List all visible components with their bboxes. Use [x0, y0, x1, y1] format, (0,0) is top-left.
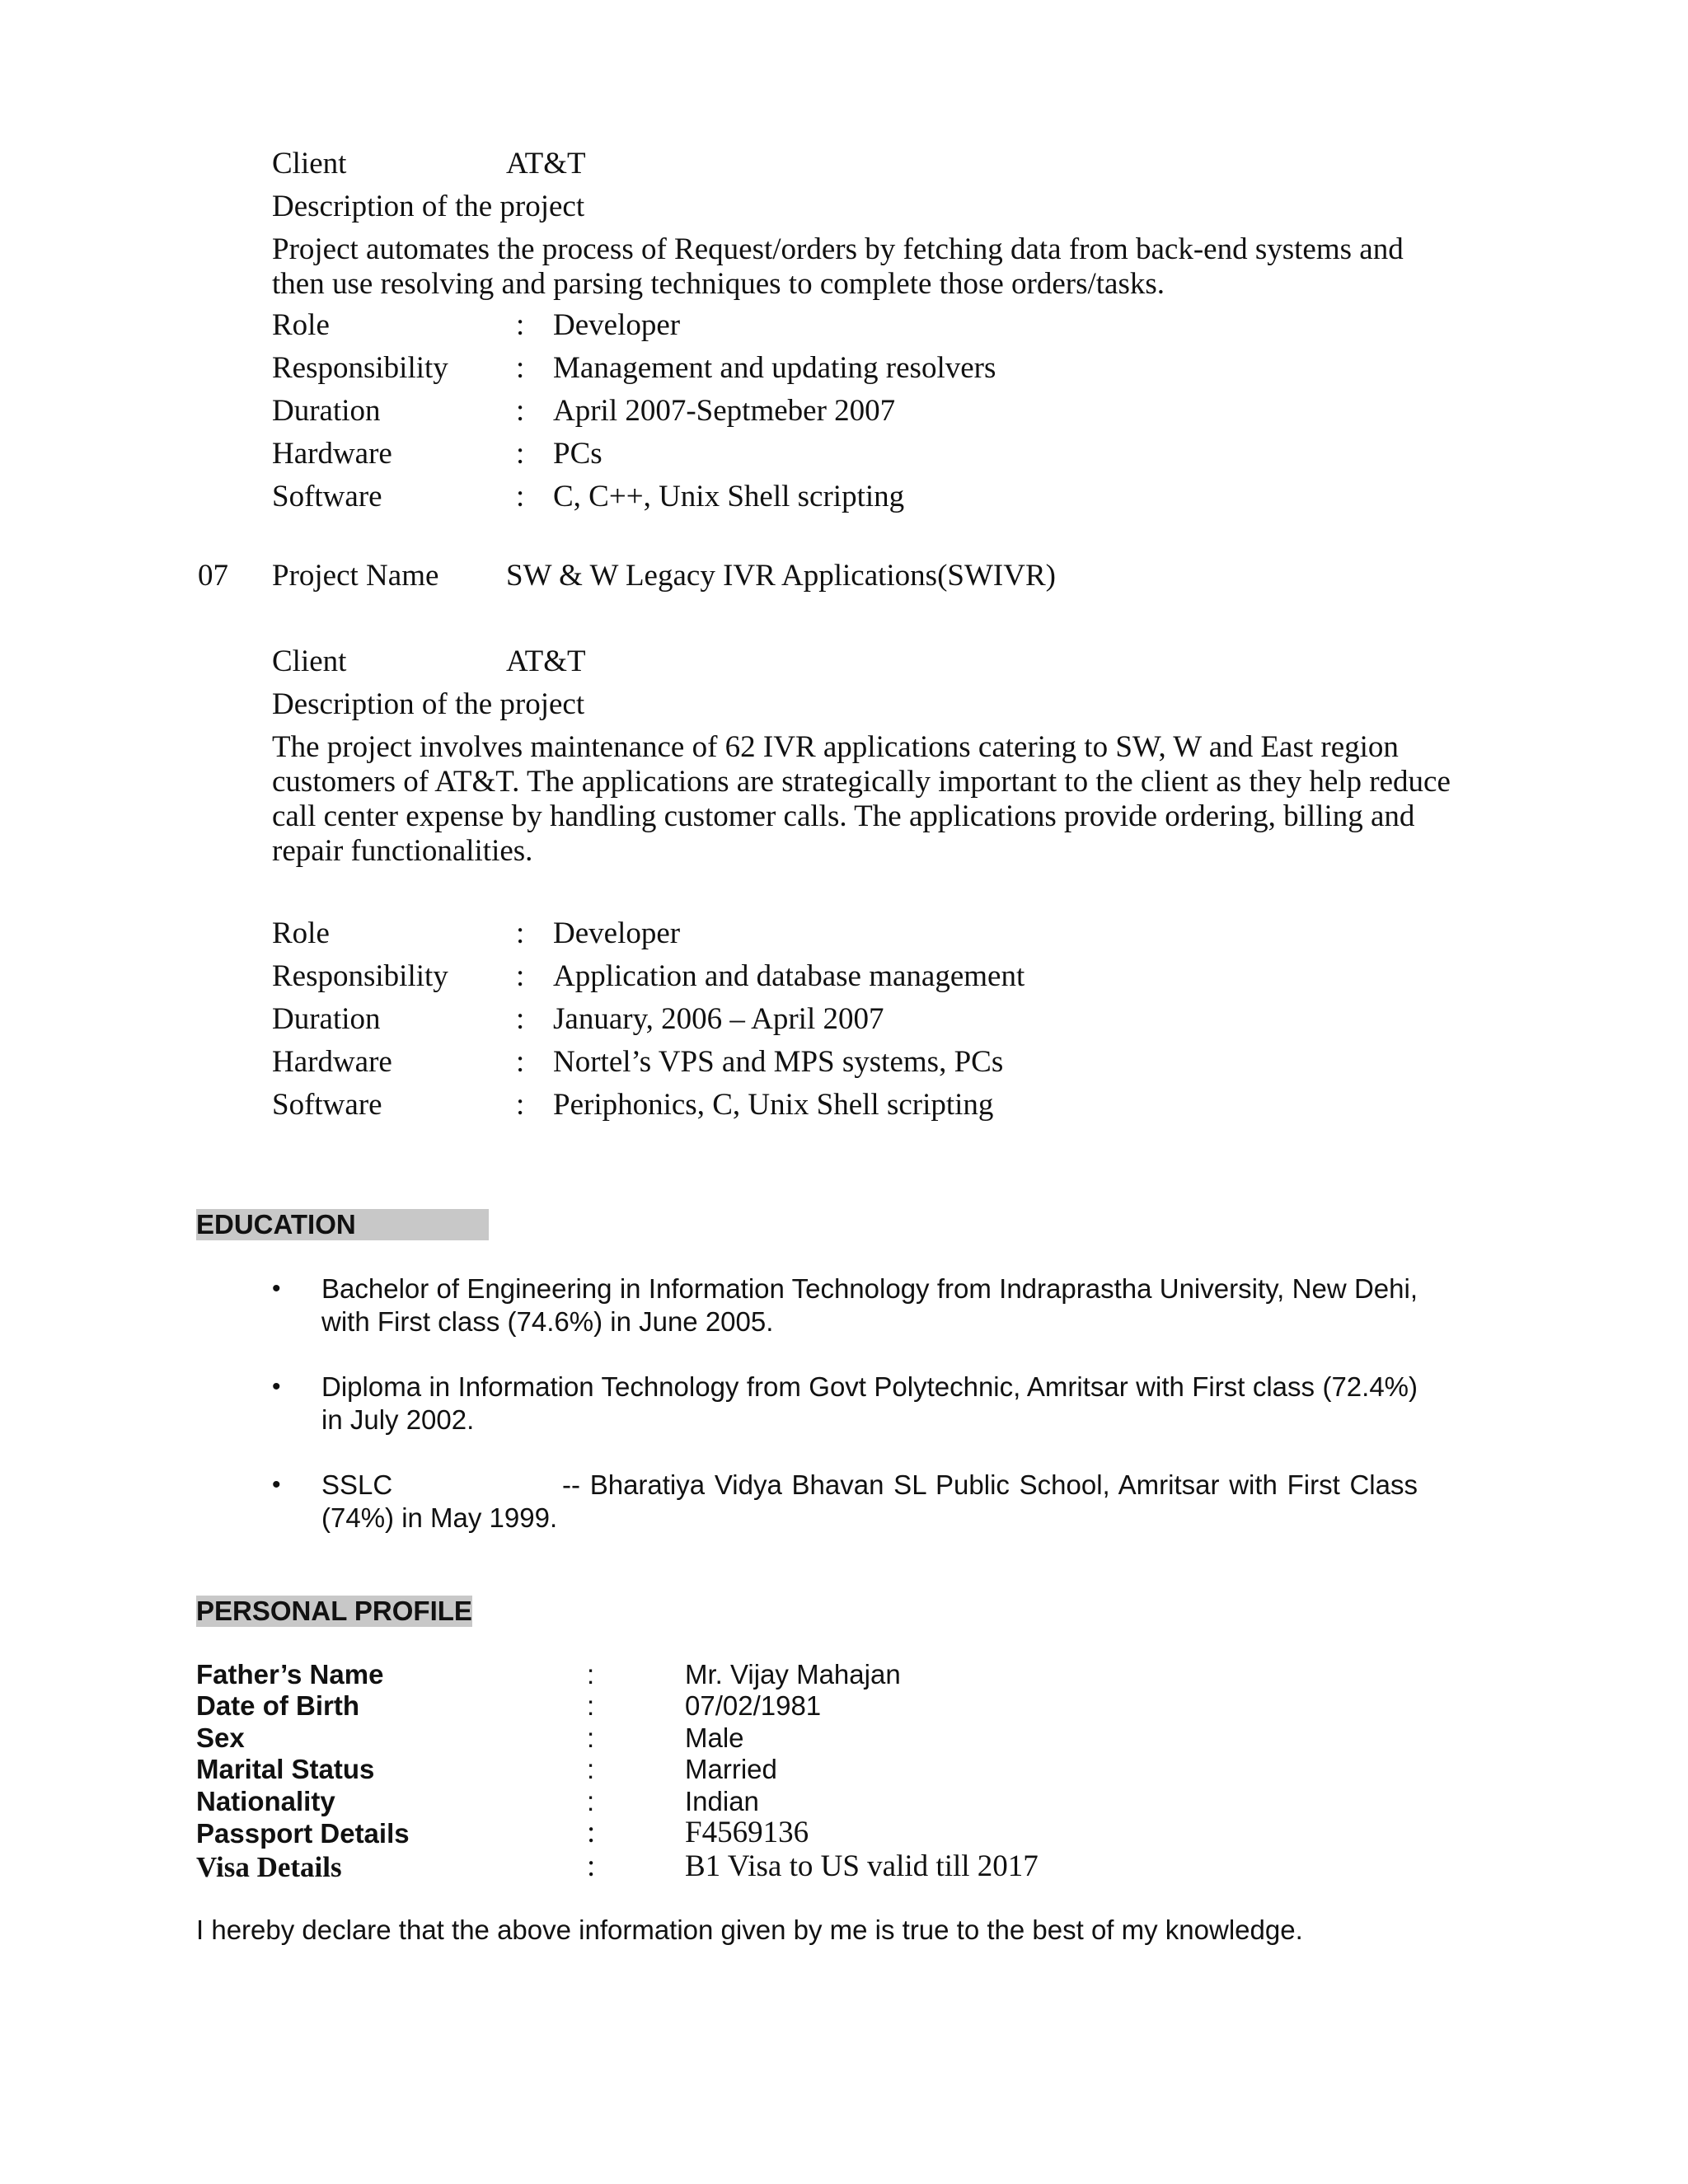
project6-responsibility-value: Management and updating resolvers	[553, 351, 996, 385]
project7-responsibility-label: Responsibility	[272, 959, 448, 993]
project7-hardware-value: Nortel’s VPS and MPS systems, PCs	[553, 1045, 1004, 1079]
project6-hardware-value: PCs	[553, 437, 603, 471]
project6-hardware-label: Hardware	[272, 437, 392, 471]
project7-name-value: SW & W Legacy IVR Applications(SWIVR)	[506, 559, 1056, 593]
personal-nationality-sep: :	[587, 1786, 595, 1816]
project6-responsibility-label: Responsibility	[272, 351, 448, 385]
education-item-degree: Bachelor of Engineering in Information Technology from Indraprastha University, New Dehi, with First class (74.6%) in June 2005.	[321, 1273, 1418, 1337]
project6-role-label: Role	[272, 308, 330, 342]
project6-software-value: C, C++, Unix Shell scripting	[553, 480, 905, 513]
project6-role-value: Developer	[553, 308, 681, 342]
project7-role-label: Role	[272, 916, 330, 950]
project7-role-value: Developer	[553, 916, 681, 950]
project7-client-label: Client	[272, 644, 347, 678]
project6-responsibility-sep: :	[516, 351, 525, 385]
personal-passport-sep: :	[587, 1816, 596, 1849]
personal-marital-status-sep: :	[587, 1754, 595, 1784]
project7-role-sep: :	[516, 916, 525, 950]
personal-visa-label: Visa Details	[196, 1851, 342, 1883]
project7-responsibility-value: Application and database management	[553, 959, 1025, 993]
project6-duration-value: April 2007-Septmeber 2007	[553, 394, 896, 428]
project6-duration-sep: :	[516, 394, 525, 428]
project6-software-label: Software	[272, 480, 382, 513]
project7-client-value: AT&T	[506, 644, 586, 678]
project6-client-value: AT&T	[506, 147, 586, 180]
project6-client-label: Client	[272, 147, 347, 180]
project7-name-label: Project Name	[272, 559, 439, 593]
education-item-diploma: Diploma in Information Technology from Govt Polytechnic, Amritsar with First class (72.4%) in July 2002.	[321, 1371, 1418, 1435]
education-heading: EDUCATION	[196, 1209, 356, 1240]
personal-sex-value: Male	[685, 1722, 744, 1753]
project7-number: 07	[198, 559, 228, 593]
education-bullet: •	[272, 1373, 281, 1400]
project6-description-label: Description of the project	[272, 190, 585, 223]
project6-role-sep: :	[516, 308, 525, 342]
personal-nationality-value: Indian	[685, 1786, 759, 1816]
project7-responsibility-sep: :	[516, 959, 525, 993]
education-item-sslc-label: SSLC	[321, 1469, 393, 1500]
declaration-text: I hereby declare that the above information given by me is true to the best of my knowledge.	[196, 1915, 1303, 1945]
project7-duration-value: January, 2006 – April 2007	[553, 1002, 884, 1036]
project7-description: The project involves maintenance of 62 IVR applications catering to SW, W and East region customers of AT&T. The applications are strategically important to the client as they help reduce call center expense by handling customer calls. The applications provide ordering, billing and repair functionalities.	[272, 730, 1451, 868]
personal-marital-status-label: Marital Status	[196, 1754, 375, 1784]
personal-fathers-name-label: Father’s Name	[196, 1659, 384, 1690]
personal-fathers-name-value: Mr. Vijay Mahajan	[685, 1659, 901, 1690]
personal-passport-label: Passport Details	[196, 1818, 410, 1849]
project7-description-label: Description of the project	[272, 687, 585, 721]
personal-sex-label: Sex	[196, 1722, 245, 1753]
project7-software-value: Periphonics, C, Unix Shell scripting	[553, 1088, 994, 1122]
project7-software-sep: :	[516, 1088, 525, 1122]
personal-nationality-label: Nationality	[196, 1786, 335, 1816]
personal-sex-sep: :	[587, 1722, 595, 1753]
personal-dob-sep: :	[587, 1690, 595, 1721]
personal-dob-label: Date of Birth	[196, 1690, 359, 1721]
project7-hardware-sep: :	[516, 1045, 525, 1079]
education-bullet: •	[272, 1471, 281, 1498]
project6-description: Project automates the process of Request/orders by fetching data from back-end systems and then use resolving and parsing techniques to complete those orders/tasks.	[272, 232, 1404, 301]
personal-marital-status-value: Married	[685, 1754, 777, 1784]
personal-visa-sep: :	[587, 1849, 596, 1883]
project6-hardware-sep: :	[516, 437, 525, 471]
project7-software-label: Software	[272, 1088, 382, 1122]
personal-dob-value: 07/02/1981	[685, 1690, 822, 1721]
personal-heading: PERSONAL PROFILE	[196, 1596, 472, 1626]
project7-duration-sep: :	[516, 1002, 525, 1036]
personal-visa-value: B1 Visa to US valid till 2017	[685, 1849, 1039, 1883]
personal-passport-value: F4569136	[685, 1816, 809, 1849]
project7-duration-label: Duration	[272, 1002, 381, 1036]
personal-fathers-name-sep: :	[587, 1659, 595, 1690]
project6-duration-label: Duration	[272, 394, 381, 428]
project6-software-sep: :	[516, 480, 525, 513]
education-item-sslc: -- Bharatiya Vidya Bhavan SL Public School, Amritsar with First Class (74%) in May 1999.	[321, 1469, 1418, 1533]
education-bullet: •	[272, 1275, 281, 1302]
project7-hardware-label: Hardware	[272, 1045, 392, 1079]
